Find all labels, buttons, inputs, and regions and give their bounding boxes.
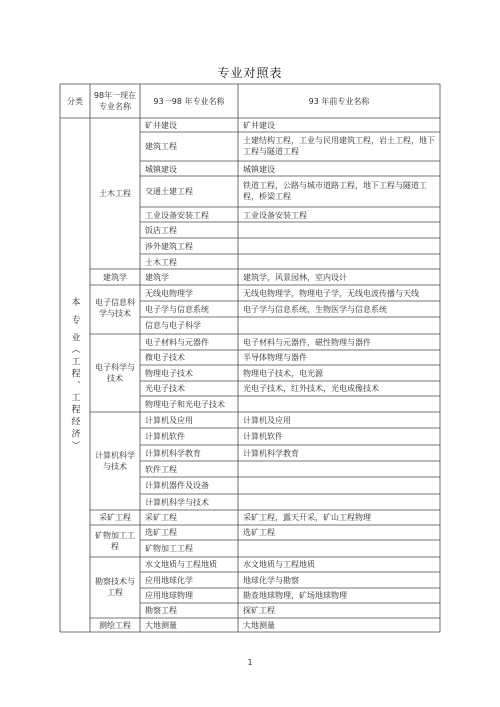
- mid-cell: 信息与电子科学: [145, 321, 201, 330]
- mid-cell: 计算机科学与技术: [145, 498, 209, 507]
- mid-cell: 选矿工程: [145, 528, 177, 537]
- header-mid-name: 93一98 年专业名称: [153, 97, 225, 106]
- mid-cell: 大地测量: [145, 621, 177, 630]
- old-cell: 建筑学，风景园林，室内设计: [243, 273, 347, 282]
- mid-cell: 计算机科学教育: [145, 449, 201, 458]
- mid-cell: 微电子技术: [145, 353, 185, 362]
- page-title: 专业对照表: [217, 66, 283, 80]
- old-cell: 地球化学与勘察: [243, 576, 299, 585]
- group-architecture: 建筑学: [103, 273, 127, 282]
- old-cell: 土建结构工程，工业与民用建筑工程，岩土工程，地下工程与隧道工程: [243, 136, 435, 156]
- old-cell: 工业设备安装工程: [243, 211, 307, 220]
- old-cell: 铁道工程，公路与城市道路工程，地下工程与隧道工程，桥梁工程: [243, 181, 427, 201]
- mid-cell: 建筑工程: [145, 142, 177, 151]
- mid-cell: 土木工程: [145, 258, 177, 267]
- old-cell: 计算机科学教育: [243, 449, 299, 458]
- old-cell: 探矿工程: [243, 606, 275, 615]
- mid-cell: 交通土建工程: [145, 187, 193, 196]
- old-cell: 无线电物理学，物理电子学，无线电波传播与天线: [243, 289, 419, 298]
- old-cell: 电子材料与元器件，磁性物理与器件: [243, 338, 371, 347]
- mid-cell: 光电子技术: [145, 384, 185, 393]
- old-cell: 光电子技术，红外技术，光电成像技术: [243, 384, 379, 393]
- mid-cell: 软件工程: [145, 465, 177, 474]
- header-old-name: 93 年前专业名称: [308, 97, 370, 106]
- group-computer-science: 计算机科学与技术: [95, 451, 135, 471]
- old-cell: 水文地质与工程地质: [243, 560, 315, 569]
- mid-cell: 电子材料与元器件: [145, 338, 209, 347]
- old-cell: 计算机软件: [243, 432, 283, 441]
- old-cell: 勘查地球物理，矿场地球物理: [243, 591, 347, 600]
- old-cell: 矿井建设: [243, 121, 275, 130]
- old-cell: 物理电子技术，电光源: [243, 369, 323, 378]
- mid-cell: 建筑学: [145, 273, 169, 282]
- old-cell: 计算机及应用: [243, 416, 291, 425]
- mid-cell: 计算机及应用: [145, 416, 193, 425]
- old-cell: 选矿工程: [243, 528, 275, 537]
- old-cell: 城镇建设: [243, 165, 275, 174]
- mid-cell: 勘察工程: [145, 606, 177, 615]
- mid-cell: 计算机软件: [145, 432, 185, 441]
- mid-cell: 物理电子技术: [145, 369, 193, 378]
- mid-cell: 采矿工程: [145, 513, 177, 522]
- old-cell: 半导体物理与器件: [243, 353, 307, 362]
- category-label: 本 专 业（工程、工程经济）: [69, 297, 80, 453]
- mid-cell: 物理电子和光电子技术: [145, 400, 225, 409]
- mid-cell: 涉外建筑工程: [145, 242, 193, 251]
- mid-cell: 电子学与信息系统: [145, 305, 209, 314]
- group-survey-technology: 勘察技术与工程: [95, 577, 135, 597]
- old-cell: 大地测量: [243, 621, 275, 630]
- group-electronic-information: 电子信息科学与技术: [95, 298, 135, 318]
- mid-cell: 应用地球物理: [145, 591, 193, 600]
- mid-cell: 饭店工程: [145, 226, 177, 235]
- group-mining-engineering: 采矿工程: [99, 513, 131, 522]
- category-cell: [60, 118, 90, 632]
- mid-cell: 矿物加工工程: [145, 544, 193, 553]
- mid-cell: 应用地球化学: [145, 576, 193, 585]
- old-cell: 电子学与信息系统，生物医学与信息系统: [243, 305, 387, 314]
- group-electronic-science: 电子科学与技术: [95, 363, 135, 383]
- group-surveying-mapping: 测绘工程: [99, 621, 131, 630]
- mid-cell: 工业设备安装工程: [145, 211, 209, 220]
- group-mineral-processing: 矿物加工工程: [95, 531, 135, 551]
- mid-cell: 水文地质与工程地质: [145, 560, 217, 569]
- header-current-name: 98年一现在专业名称: [93, 91, 137, 111]
- mid-cell: 计算机器件及设备: [145, 481, 209, 490]
- mid-cell: 城镇建设: [145, 165, 177, 174]
- group-civil-engineering: 土木工程: [99, 189, 131, 198]
- header-category: 分类: [67, 97, 83, 106]
- mid-cell: 无线电物理学: [145, 289, 193, 298]
- mid-cell: 矿井建设: [145, 121, 177, 130]
- old-cell: 采矿工程，露天开采，矿山工程物理: [243, 513, 371, 522]
- page-number: 1: [247, 658, 253, 667]
